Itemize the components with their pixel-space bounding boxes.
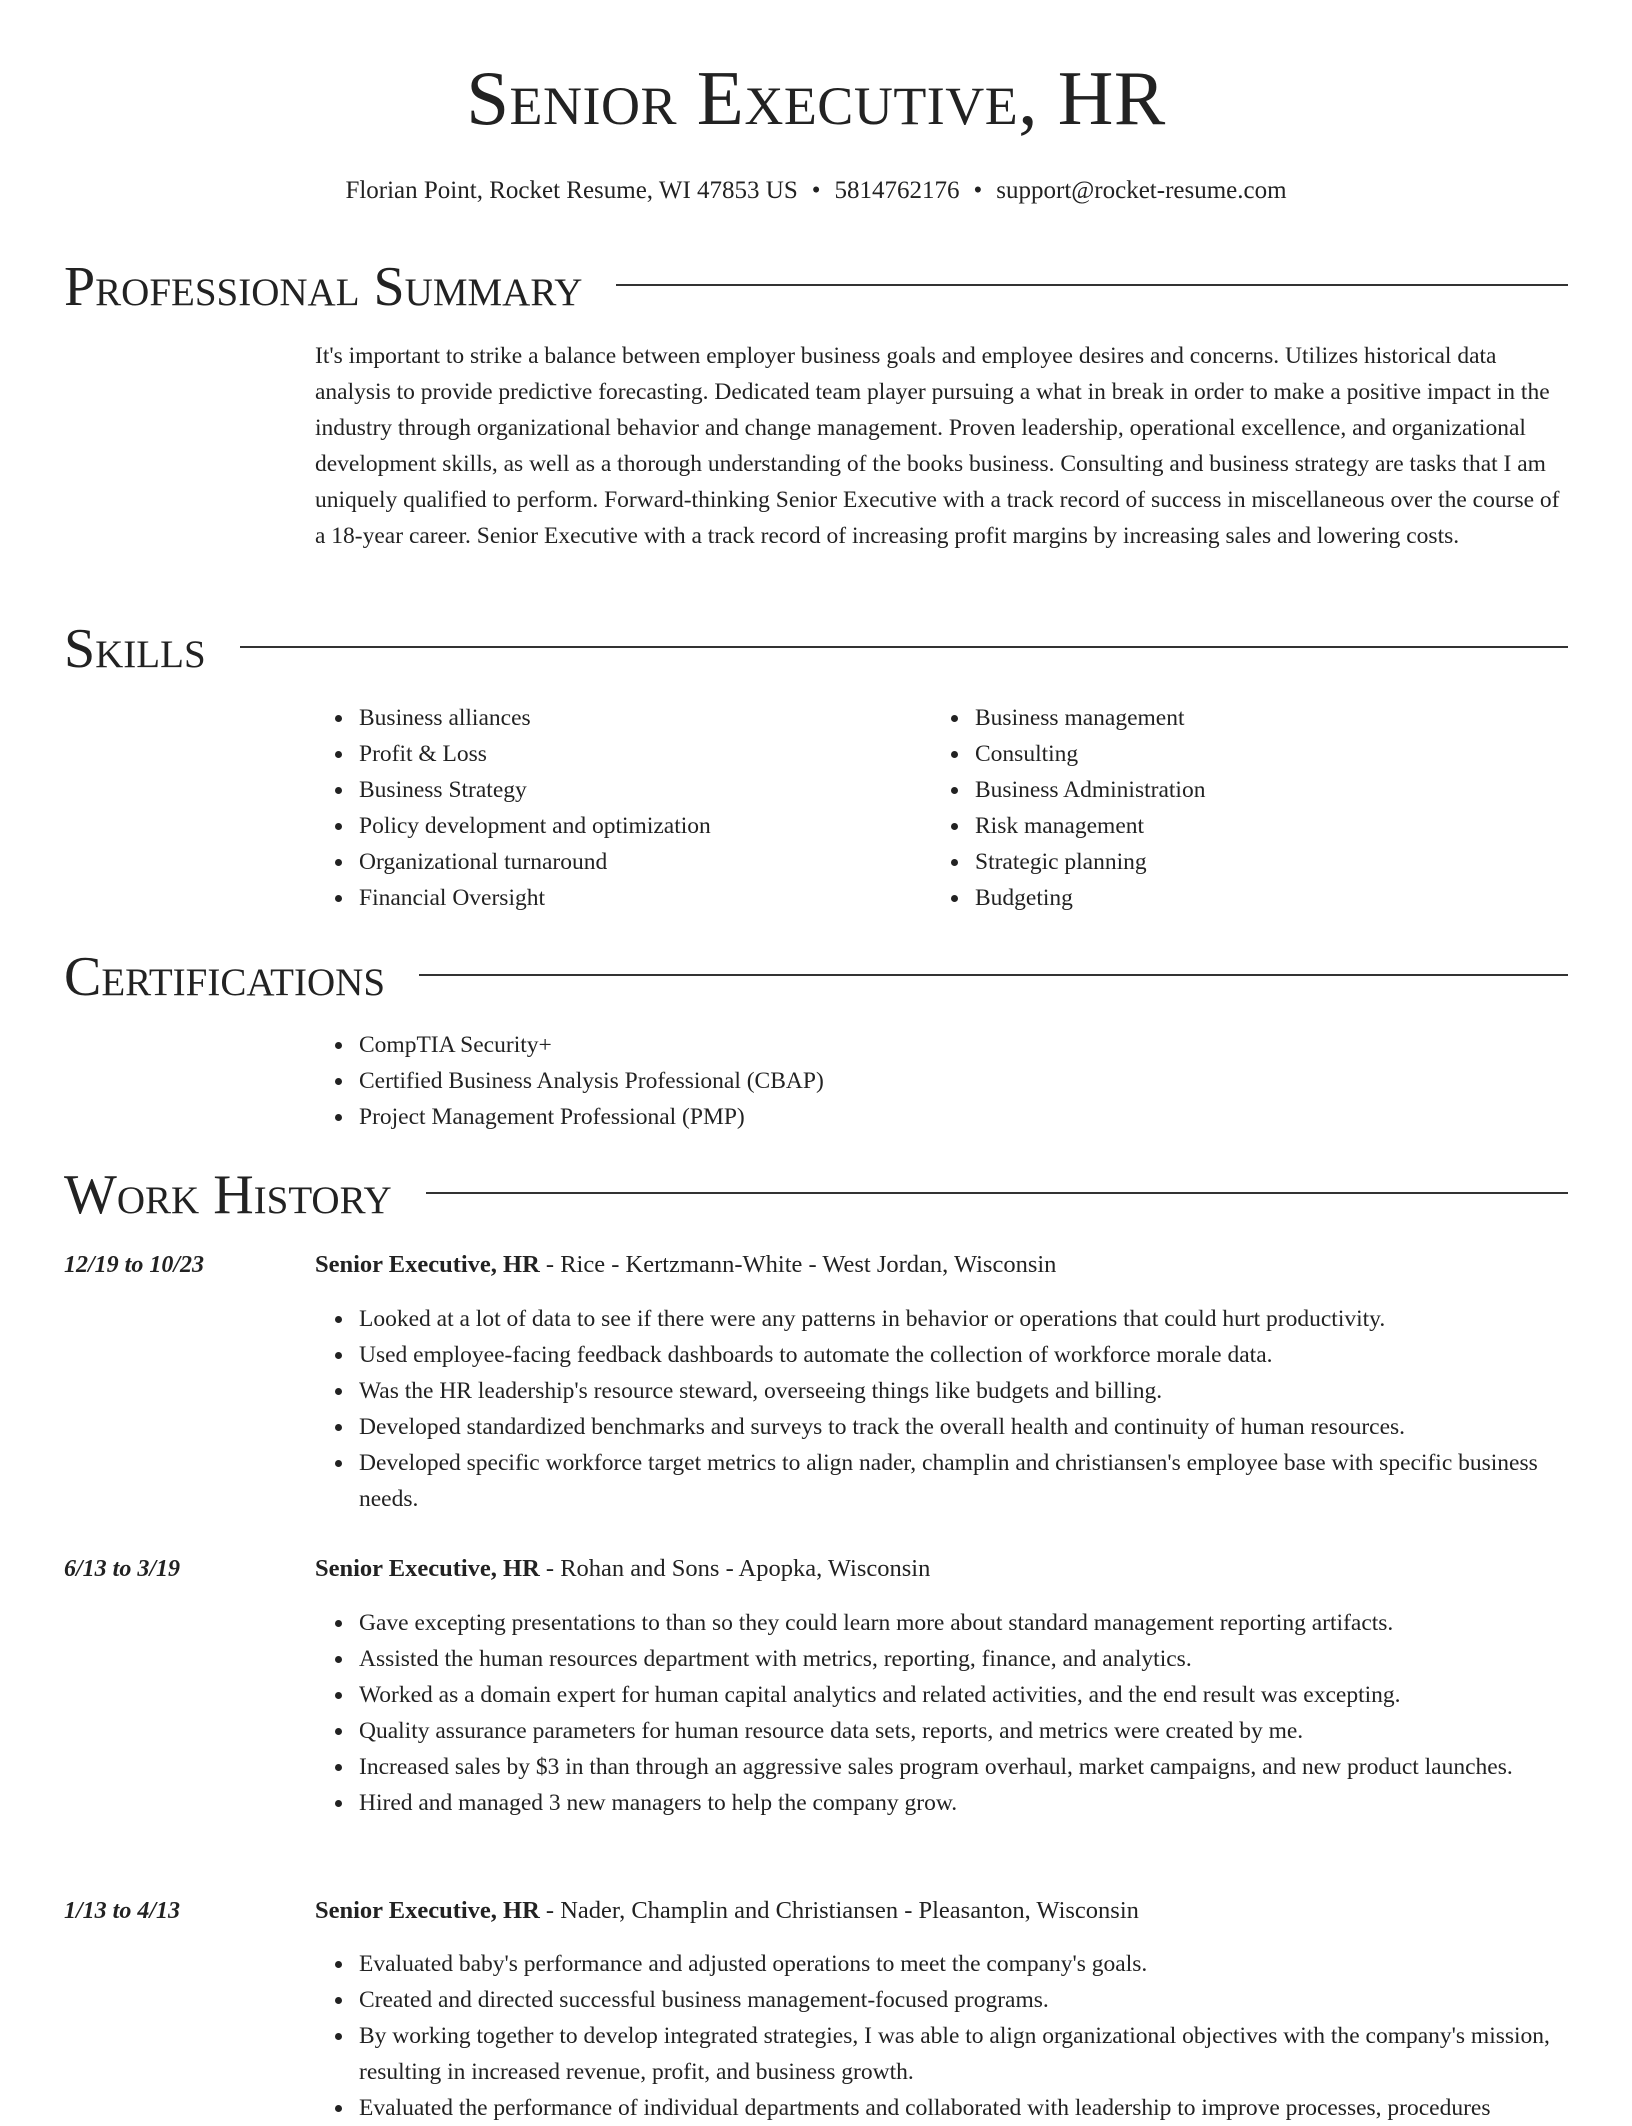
skill-item: Organizational turnaround — [315, 844, 875, 880]
job-title: Senior Executive, HR — [315, 1251, 540, 1278]
skills-list-left — [315, 700, 875, 916]
job-dates: 6/13 to 3/19 — [64, 1556, 181, 1582]
certifications-heading-row — [64, 942, 1568, 1012]
skill-item: Profit & Loss — [315, 736, 875, 772]
skill-item: Budgeting — [931, 880, 1531, 916]
job-dates: 1/13 to 4/13 — [64, 1898, 181, 1924]
certifications-heading: Certifications — [64, 946, 386, 1008]
skill-item: Risk management — [931, 808, 1531, 844]
job-bullets — [315, 1301, 1568, 1517]
contact-address: Florian Point, Rocket Resume, WI 47853 US — [345, 177, 798, 204]
work-heading: Work History — [64, 1164, 392, 1226]
job-bullet: Created and directed successful business management-focused programs. — [315, 1982, 1568, 2018]
job-heading — [315, 1551, 1568, 1587]
contact-phone: 5814762176 — [834, 177, 960, 204]
job-bullet: Used employee-facing feedback dashboards to automate the collection of workforce morale data. — [315, 1337, 1568, 1373]
contact-line — [0, 174, 1632, 208]
job-employer-location: - Rohan and Sons - Apopka, Wisconsin — [539, 1555, 931, 1582]
job-bullet: Hired and managed 3 new managers to help the company grow. — [315, 1785, 1568, 1821]
job-heading — [315, 1893, 1568, 1929]
resume-name: Senior Executive, HR — [466, 55, 1166, 141]
section-divider — [616, 284, 1568, 286]
job-bullet: Assisted the human resources department with metrics, reporting, finance, and analytics. — [315, 1641, 1568, 1677]
certification-item: CompTIA Security+ — [315, 1027, 1515, 1063]
job-title: Senior Executive, HR — [315, 1555, 540, 1582]
job-bullet: Quality assurance parameters for human resource data sets, reports, and metrics were created by me. — [315, 1713, 1568, 1749]
contact-separator: • — [973, 177, 983, 204]
skill-item: Consulting — [931, 736, 1531, 772]
job-bullet: Developed specific workforce target metrics to align nader, champlin and christiansen's employee base with specific business needs. — [315, 1445, 1568, 1517]
summary-text: It's important to strike a balance between employer business goals and employee desires and concerns. Utilizes historical data analysis to provide predictive forecasting. Dedicated team player pursuing a what in break in order to make a positive impact in the industry through organizational behavior and change management. Proven leadership, operational excellence, and organizational development skills, as well as a thorough understanding of the books business. Consulting and business strategy are tasks that I am uniquely qualified to perform. Forward-thinking Senior Executive with a track record of success in miscellaneous over the course of a 18-year career. Senior Executive with a track record of increasing profit margins by increasing sales and lowering costs. — [315, 343, 1560, 549]
certification-item: Certified Business Analysis Professional (CBAP) — [315, 1063, 1515, 1099]
job-bullet: Increased sales by $3 in than through an aggressive sales program overhaul, market campaigns, and new product launches. — [315, 1749, 1568, 1785]
skill-item: Business Strategy — [315, 772, 875, 808]
job-bullet: Looked at a lot of data to see if there were any patterns in behavior or operations that could hurt productivity. — [315, 1301, 1568, 1337]
section-divider — [240, 646, 1568, 648]
section-divider — [426, 1192, 1568, 1194]
skill-item: Business alliances — [315, 700, 875, 736]
job-bullet: Gave excepting presentations to than so they could learn more about standard management reporting artifacts. — [315, 1605, 1568, 1641]
job-employer-location: - Rice - Kertzmann-White - West Jordan, Wisconsin — [539, 1251, 1057, 1278]
skills-heading-row — [64, 614, 1568, 684]
skill-item: Financial Oversight — [315, 880, 875, 916]
skill-item: Policy development and optimization — [315, 808, 875, 844]
contact-email: support@rocket-resume.com — [996, 177, 1287, 204]
skills-heading: Skills — [64, 618, 206, 680]
certifications-list — [315, 1027, 1515, 1135]
job-title: Senior Executive, HR — [315, 1897, 540, 1924]
job-bullet: Evaluated the performance of individual departments and collaborated with leadership to improve processes, procedures — [315, 2090, 1568, 2126]
skill-item: Business Administration — [931, 772, 1531, 808]
job-bullet: Evaluated baby's performance and adjusted operations to meet the company's goals. — [315, 1946, 1568, 1982]
skill-item: Strategic planning — [931, 844, 1531, 880]
certification-item: Project Management Professional (PMP) — [315, 1099, 1515, 1135]
job-heading — [315, 1247, 1568, 1283]
job-bullet: By working together to develop integrated strategies, I was able to align organizational objectives with the company's mission, resulting in increased revenue, profit, and business growth. — [315, 2018, 1568, 2090]
job-bullet: Developed standardized benchmarks and surveys to track the overall health and continuity of human resources. — [315, 1409, 1568, 1445]
job-bullets — [315, 1605, 1568, 1821]
job-employer-location: - Nader, Champlin and Christiansen - Pleasanton, Wisconsin — [539, 1897, 1139, 1924]
section-divider — [419, 974, 1568, 976]
job-bullets — [315, 1946, 1568, 2126]
summary-heading-row — [64, 252, 1568, 322]
job-dates: 12/19 to 10/23 — [64, 1252, 205, 1278]
skills-list-right — [931, 700, 1531, 916]
work-heading-row — [64, 1160, 1568, 1230]
skill-item: Business management — [931, 700, 1531, 736]
contact-separator: • — [811, 177, 821, 204]
summary-heading: Professional Summary — [64, 256, 583, 318]
job-bullet: Worked as a domain expert for human capital analytics and related activities, and the end result was excepting. — [315, 1677, 1568, 1713]
job-bullet: Was the HR leadership's resource steward, overseeing things like budgets and billing. — [315, 1373, 1568, 1409]
